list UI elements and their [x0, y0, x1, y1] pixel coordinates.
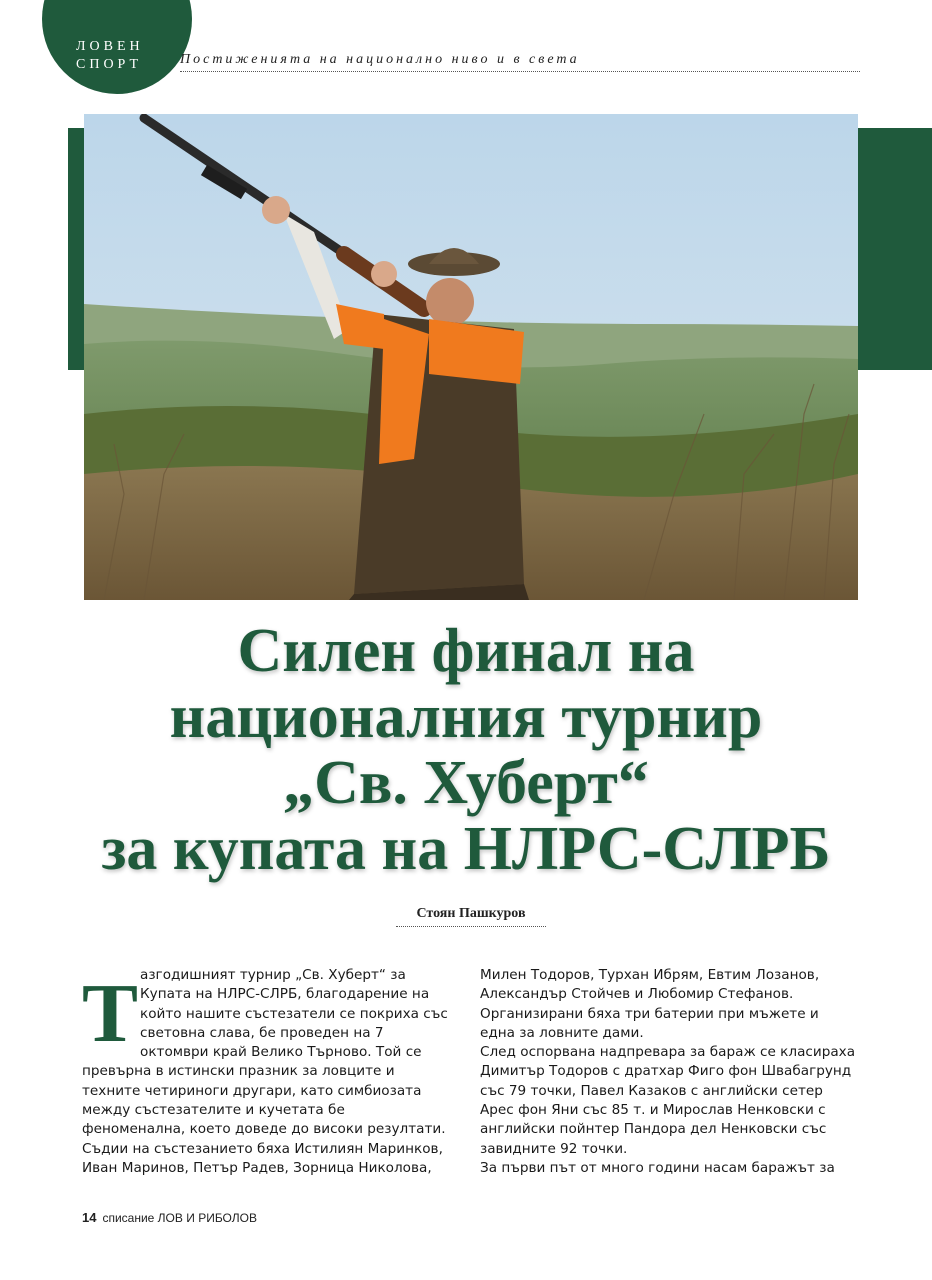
hunter-shooting-photo: [84, 114, 858, 600]
page-footer: [82, 1210, 257, 1225]
headline-line: за купата на НЛРС-СЛРБ: [101, 815, 831, 883]
page-kicker: Постиженията на национално ниво и в света: [180, 52, 860, 72]
accent-bar-left: [68, 128, 84, 370]
section-label-line1: ЛОВЕН: [76, 39, 144, 54]
article-column-1: [82, 966, 452, 1178]
article-headline: [40, 618, 892, 882]
section-label-line2: СПОРТ: [76, 57, 143, 72]
headline-line: националния турнир: [169, 683, 763, 751]
dropcap: [82, 967, 139, 1060]
paragraph: Милен Тодоров, Турхан Ибрям, Евтим Лозанов, Александър Стойчев и Любомир Стефанов. Организирани бяха три батерии при мъжете и една за ловните дами.: [480, 967, 820, 1041]
paragraph: Съдии на състезанието бяха Истилиян Маринков, Иван Маринов, Петър Радев, Зорница Николова,: [82, 1140, 443, 1176]
section-label: [76, 38, 176, 74]
hunter-photo: [84, 114, 858, 600]
dropcap-letter: Т: [82, 967, 139, 1060]
article-column-2: [480, 966, 858, 1178]
paragraph: За първи път от много години насам баражът за: [480, 1159, 835, 1176]
magazine-name: списание ЛОВ И РИБОЛОВ: [102, 1211, 257, 1225]
author-byline: Стоян Пашкуров: [396, 906, 546, 927]
paragraph: азгодишният турнир „Св. Хуберт“ за Купата на НЛРС-СЛРБ, благодарение на който нашите състезатели се покриха със световна слава, бе проведен на 7 октомври край Велико Търново. Той се превърна в истински празник за ловците и техните четириноги другари, като симбиозата между състезателите и кучетата бе феноменална, което доведе до високи резултати.: [82, 967, 448, 1138]
accent-bar-right: [858, 128, 932, 370]
headline-line: Силен финал на: [237, 617, 695, 685]
page-number: 14: [82, 1210, 97, 1225]
headline-line: „Св. Хуберт“: [283, 749, 649, 817]
paragraph: След оспорвана надпревара за бараж се класираха Димитър Тодоров с дратхар Фиго фон Швабагрунд със 79 точки, Павел Казаков с английски сетер Арес фон Яни със 85 т. и Мирослав Ненковски с английски пойнтер Пандора дел Ненковски със завидните 92 точки.: [480, 1044, 856, 1157]
